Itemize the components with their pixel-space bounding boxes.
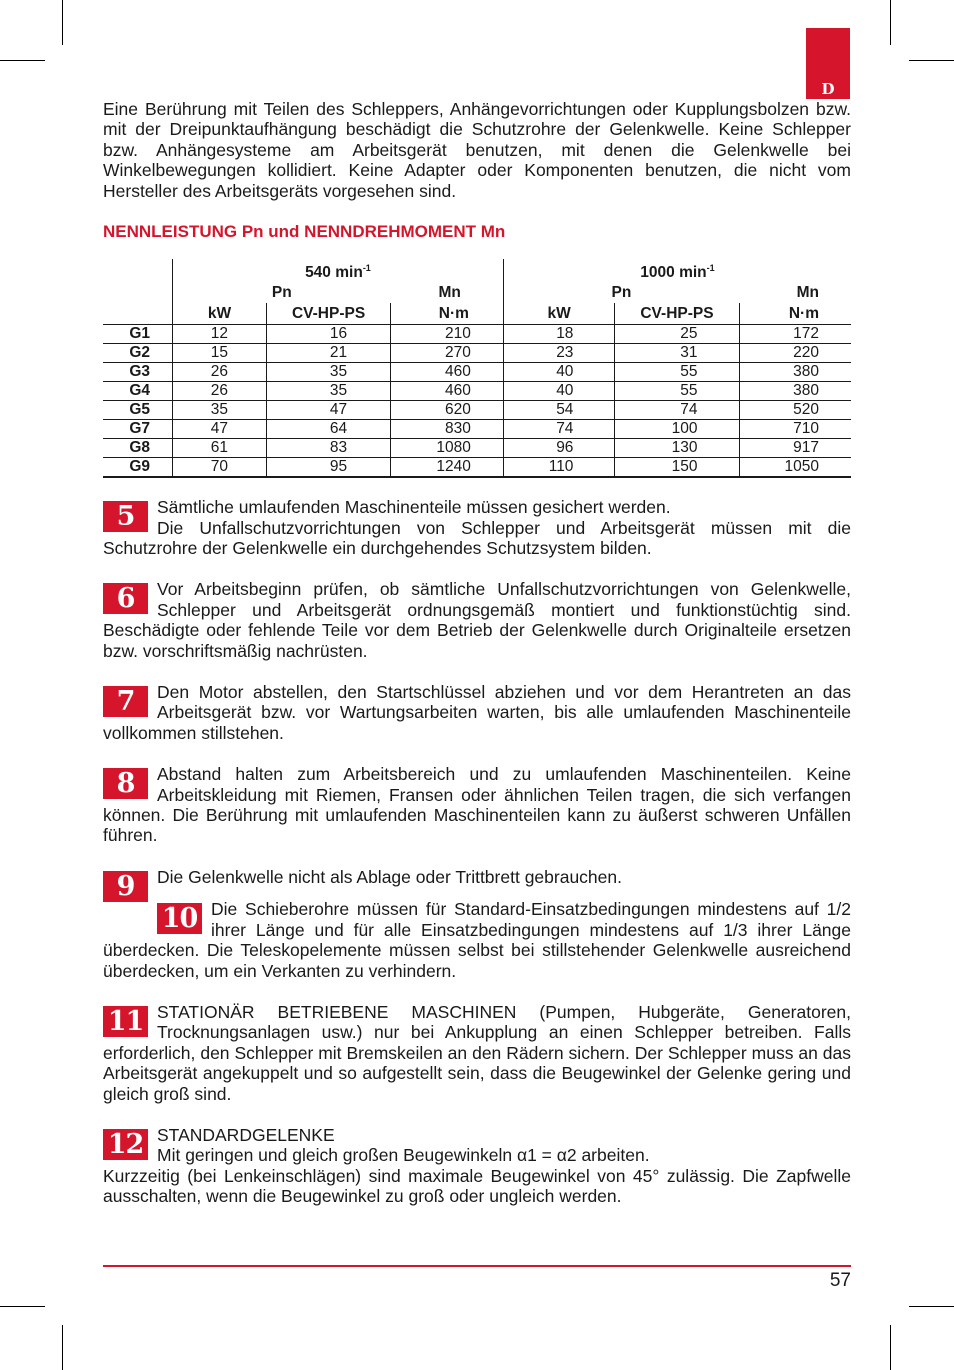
cell-nm-1000: 172 [739,325,851,344]
cell-kw-1000: 96 [503,439,615,458]
cell-nm-540: 1080 [391,439,504,458]
item-text: STATIONÄR BETRIEBENE MASCHINEN (Pumpen, Hubgeräte, Generatoren, Trocknungsanlagen usw.) nur bei Ankupplung an einen Schlepper betreiben. Falls erforderlich, den Schlepper mit Bremskeilen an den Rädern sichern. Der Schlepper muss an das Arbeitsgerät angekuppelt und so aufgestellt sein, dass die Beugewinkel der Gelenke gering und gleich groß sind. [103,1001,851,1104]
table-corner [103,259,173,282]
cell-kw-1000: 23 [503,344,615,363]
cell-nm-540: 460 [391,382,504,401]
cell-cv-1000: 31 [615,344,739,363]
crop-mark [0,60,45,61]
item-text: Die Schieberohre müssen für Standard-Einsatzbedingungen mindestens auf 1/2 ihrer Länge und für alle Einsatzbedingungen mindestens auf 1/3 ihrer Länge überdecken. Die Teleskopelemente müssen selbst bei stillstehender Gelenkwelle ausreichend überdecken, um ein Verkanten zu verhindern. [103,899,851,981]
unit-kw: kW [173,303,267,325]
cell-kw-1000: 54 [503,401,615,420]
cell-kw-540: 35 [173,401,267,420]
crop-mark [62,0,63,45]
cell-kw-540: 47 [173,420,267,439]
cell-cv-540: 64 [267,420,391,439]
table-row [103,382,851,401]
cell-kw-540: 70 [173,458,267,478]
cell-nm-1000: 220 [739,344,851,363]
item-text: Sämtliche umlaufenden Maschinenteile müssen gesichert werden. Die Unfallschutzvorrichtungen von Schlepper und Arbeitsgerät müssen mit die Schutzrohre der Gelenkwelle ein durchgehendes Schutzsystem bilden. [103,497,851,558]
cell-nm-1000: 710 [739,420,851,439]
language-tab: D [806,28,850,99]
item-number-badge: 9 [103,871,148,902]
cell-kw-540: 15 [173,344,267,363]
cell-nm-540: 620 [391,401,504,420]
cell-kw-1000: 40 [503,382,615,401]
unit-nm: N·m [391,303,504,325]
row-label: G9 [103,458,173,478]
item-text: Vor Arbeitsbeginn prüfen, ob sämtliche Unfallschutzvorrichtungen von Gelenkwelle, Schlepper und Arbeitsgerät ordnungsgemäß montiert und funktionstüchtig sind. Beschädigte oder fehlende Teile vor dem Betrieb der Gelenkwelle durch Originalteile ersetzen bzw. vorschriftsmäßig nachrüsten. [103,579,851,661]
section-heading: NENNLEISTUNG Pn und NENNDREHMOMENT Mn [103,222,506,242]
cell-kw-540: 61 [173,439,267,458]
cell-cv-1000: 150 [615,458,739,478]
cell-kw-1000: 110 [503,458,615,478]
crop-mark [0,1306,45,1307]
row-label: G1 [103,325,173,344]
crop-mark [909,1306,954,1307]
table-row [103,363,851,382]
cell-nm-540: 1240 [391,458,504,478]
cell-kw-540: 26 [173,363,267,382]
item-text: Die Gelenkwelle nicht als Ablage oder Trittbrett gebrauchen. [157,866,622,887]
cell-nm-540: 460 [391,363,504,382]
row-label: G7 [103,420,173,439]
safety-item-12 [103,1125,851,1207]
table-row [103,420,851,439]
footer-rule [103,1265,851,1267]
cell-nm-1000: 380 [739,363,851,382]
crop-mark [909,60,954,61]
cell-nm-540: 210 [391,325,504,344]
cell-kw-1000: 40 [503,363,615,382]
cell-cv-1000: 100 [615,420,739,439]
item-text: Abstand halten zum Arbeitsbereich und zu umlaufenden Maschinenteilen. Keine Arbeitskleidung mit Riemen, Fransen oder ähnlichen Teilen tragen, die sich verfangen können. Die Berührung mit umlaufenden Maschinenteilen kann zu äußerst schweren Unfällen führen. [103,764,851,846]
row-label: G2 [103,344,173,363]
item-text: Den Motor abstellen, den Startschlüssel abziehen und vor dem Herantreten an das Arbeitsgerät bzw. vor Wartungsarbeiten warten, bis alle umlaufenden Maschinenteile vollkommen stillstehen. [103,682,851,743]
intro-paragraph: Eine Berührung mit Teilen des Schleppers, Anhängevorrichtungen oder Kupplungsbolzen bzw. mit der Dreipunktaufhängung beschädigt die Schutzrohre der Gelenkwelle. Keine Schlepper bzw. Anhängesysteme am Arbeitsgerät benutzen, mit denen die Gelenkwelle bei Winkelbewegungen kollidiert. Keine Adapter oder Komponenten benutzen, die nicht vom Hersteller des Arbeitsgeräts vorgesehen sind. [103,99,851,201]
pn-header: Pn [503,282,739,303]
cell-kw-540: 12 [173,325,267,344]
unit-kw: kW [503,303,615,325]
crop-mark [890,1325,891,1370]
power-torque-table [103,259,851,478]
cell-kw-540: 26 [173,382,267,401]
row-label: G8 [103,439,173,458]
cell-nm-1000: 520 [739,401,851,420]
cell-cv-540: 16 [267,325,391,344]
table-row [103,344,851,363]
item-number-badge: 7 [103,686,148,717]
table-row [103,325,851,344]
unit-nm: N·m [739,303,851,325]
cell-cv-1000: 25 [615,325,739,344]
unit-cv: CV-HP-PS [615,303,739,325]
safety-item-7 [103,682,851,743]
table-row [103,401,851,420]
cell-nm-540: 270 [391,344,504,363]
safety-item-5 [103,497,851,558]
cell-nm-1000: 380 [739,382,851,401]
item-number-badge: 5 [103,501,148,532]
page-content [103,99,851,1207]
unit-cv: CV-HP-PS [267,303,391,325]
mn-header: Mn [438,283,461,301]
row-label: G3 [103,363,173,382]
speed-header-1000: 1000 $\min^{-1}$ [503,259,851,282]
table-row [103,439,851,458]
cell-cv-540: 83 [267,439,391,458]
cell-cv-1000: 55 [615,382,739,401]
item-number-badge: 11 [103,1006,148,1037]
safety-item-6 [103,579,851,661]
cell-cv-540: 21 [267,344,391,363]
row-label: G4 [103,382,173,401]
cell-nm-1000: 917 [739,439,851,458]
crop-mark [62,1325,63,1370]
mn-header: Mn [796,283,819,301]
row-label: G5 [103,401,173,420]
safety-item-10 [103,899,851,981]
item-number-badge: 12 [103,1129,148,1160]
cell-nm-540: 830 [391,420,504,439]
cell-nm-1000: 1050 [739,458,851,478]
cell-cv-1000: 55 [615,363,739,382]
cell-kw-1000: 18 [503,325,615,344]
table-row [103,458,851,478]
cell-cv-540: 47 [267,401,391,420]
crop-mark [890,0,891,45]
cell-cv-540: 35 [267,382,391,401]
cell-cv-540: 95 [267,458,391,478]
pn-header: Pn [173,282,391,303]
safety-item-9 [103,866,851,902]
speed-header-540: 540 $\min^{-1}$ [173,259,504,282]
item-number-badge: 6 [103,583,148,614]
safety-items [103,497,851,1206]
item-number-badge: 8 [103,768,148,799]
cell-cv-1000: 74 [615,401,739,420]
item-text: STANDARDGELENKE Mit geringen und gleich großen Beugewinkeln α1 = α2 arbeiten. Kurzzeitig (bei Lenkeinschlägen) sind maximale Beugewinkel von 45° zulässig. Die Zapfwelle ausschalten, wenn die Beugewinkel zu groß oder ungleich werden. [103,1124,851,1207]
page-number: 57 [829,1270,851,1291]
safety-item-8 [103,764,851,846]
cell-cv-1000: 130 [615,439,739,458]
cell-kw-1000: 74 [503,420,615,439]
cell-cv-540: 35 [267,363,391,382]
safety-item-11 [103,1002,851,1104]
item-number-badge: 10 [157,903,202,934]
